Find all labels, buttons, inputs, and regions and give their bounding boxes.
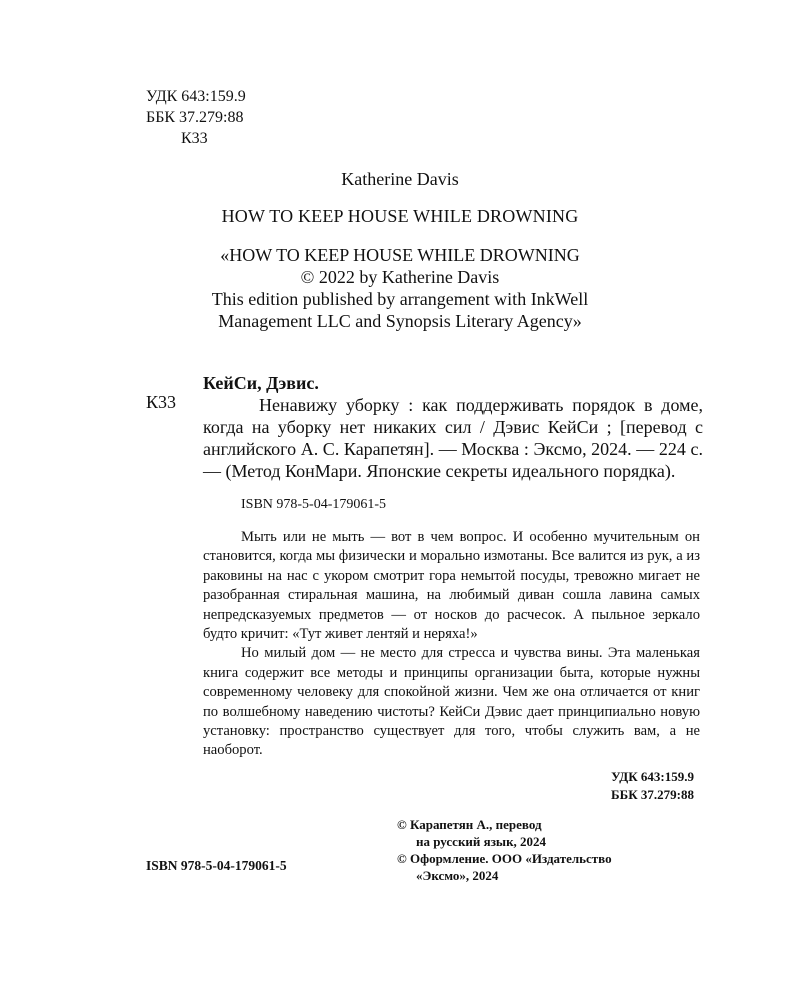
author-ru: КейСи, Дэвис. [203,373,319,393]
annotation-paragraph: Но милый дом — не место для стресса и чувства вины. Эта маленькая книга содержит все методы и принципы организации быта, которые нужны современному человеку для спокойной жизни. Чем же она отличается от книг по волшебному наведению чистоты? КейСи Дэвис дает принципиально новую установку: пространство существует для того, чтобы служить вам, а не наоборот. [203,645,700,759]
isbn-bottom: ISBN 978-5-04-179061-5 [146,858,287,873]
translation-copyright-cont: на русский язык, 2024 [416,834,547,849]
rights-line: © 2022 by Katherine Davis [300,267,500,287]
rights-line: Management LLC and Synopsis Literary Agency» [218,311,582,331]
classification-codes [146,86,246,149]
author-sign: К33 [181,130,208,147]
bibliographic-record [203,372,703,482]
design-copyright-cont: «Эксмо», 2024 [416,868,499,883]
bibliographic-description: Ненавижу уборку : как поддерживать порядок в доме, когда на уборку нет никаких сил / Дэвис КейСи ; [перевод с английского А. С. Карапетян]. — Москва : Эксмо, 2024. — 224 с. — (Метод КонМари. Японские секреты идеального порядка). [203,395,703,481]
copyright-block [397,816,612,884]
translation-copyright: © Карапетян А., перевод [397,817,542,832]
udk-code: УДК 643:159.9 [611,769,694,784]
annotation [203,528,700,761]
rights-notice [0,244,800,332]
isbn: ISBN 978-5-04-179061-5 [241,497,387,512]
side-author-sign: К33 [146,392,177,412]
author-en: Katherine Davis [341,169,459,189]
classification-codes-right [611,768,694,804]
rights-line: «HOW TO KEEP HOUSE WHILE DROWNING [220,245,580,265]
rights-line: This edition published by arrangement with InkWell [211,289,589,309]
bbk-code: ББК 37.279:88 [146,109,244,126]
title-en: HOW TO KEEP HOUSE WHILE DROWNING [221,206,579,226]
bbk-code: ББК 37.279:88 [611,787,694,802]
annotation-paragraph: Мыть или не мыть — вот в чем вопрос. И особенно мучительным он становится, когда мы физически и морально измотаны. Все валится из рук, а из раковины на нас с укором смотрит гора немытой посуды, тревожно мигает не разобранная стиральная машина, на любимый диван сошла лавина самых непредсказуемых предметов — от носков до расчесок. А пыльное зеркало будто кричит: «Тут живет лентяй и неряха!» [203,529,700,643]
design-copyright: © Оформление. ООО «Издательство [397,851,612,866]
udk-code: УДК 643:159.9 [146,88,246,105]
